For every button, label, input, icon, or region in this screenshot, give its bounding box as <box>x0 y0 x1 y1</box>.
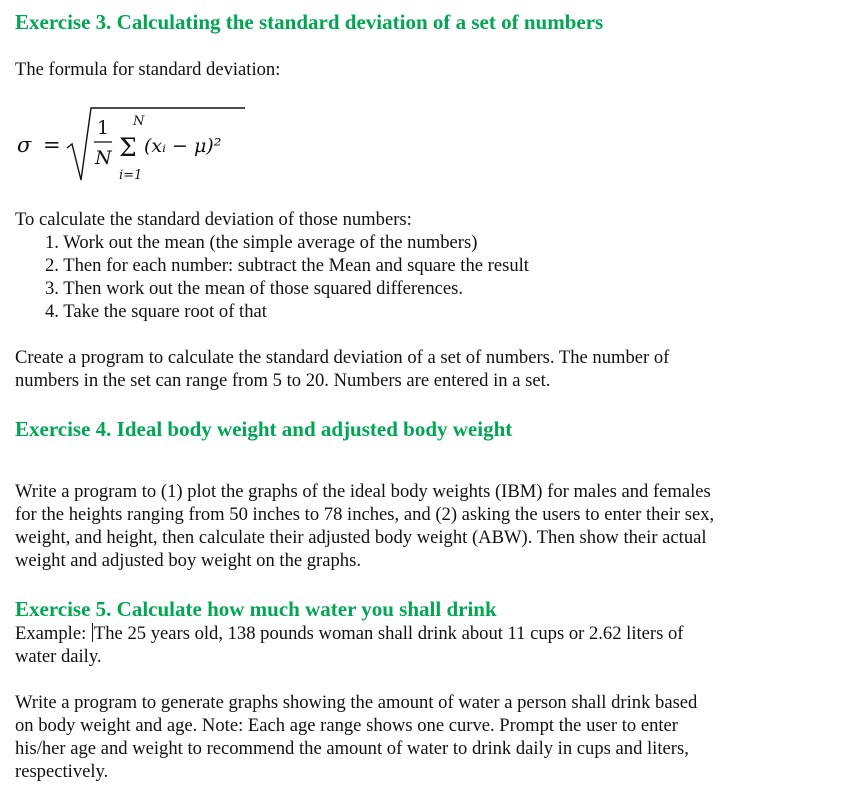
formula-denominator: N <box>95 147 112 169</box>
text-line: weight, and height, then calculate their adjusted body weight (ABW). Then show their actual <box>15 527 707 548</box>
exercise-3-task <box>15 346 805 392</box>
formula-sum: Σ <box>119 133 137 162</box>
text-cursor <box>92 623 93 642</box>
formula-sigma: σ <box>17 133 32 157</box>
formula-lower-limit: i=1 <box>119 168 143 183</box>
list-item: 3. Then work out the mean of those squared differences. <box>45 278 464 299</box>
steps-list <box>45 231 529 323</box>
text-line: his/her age and weight to recommend the amount of water to drink daily in cups and liters, <box>15 738 689 759</box>
text-line: weight and adjusted boy weight on the graphs. <box>15 550 361 571</box>
formula-upper-limit: N <box>133 114 145 129</box>
list-item: 1. Work out the mean (the simple average of the numbers) <box>45 232 478 253</box>
text-line: Create a program to calculate the standard deviation of a set of numbers. The number of <box>15 347 670 368</box>
exercise-3-heading: Exercise 3. Calculating the standard deviation of a set of numbers <box>15 10 604 34</box>
formula-term: (xᵢ − μ)² <box>144 135 222 157</box>
std-dev-formula <box>15 100 275 190</box>
text-line: Write a program to generate graphs showing the amount of water a person shall drink based <box>15 692 698 713</box>
exercise-5-task <box>15 691 805 783</box>
formula-numerator: 1 <box>97 117 110 139</box>
text-line: respectively. <box>15 761 109 782</box>
text-line: on body weight and age. Note: Each age range shows one curve. Prompt the user to enter <box>15 715 678 736</box>
exercise-5-heading: Exercise 5. Calculate how much water you shall drink <box>15 597 497 621</box>
text-line: Write a program to (1) plot the graphs of the ideal body weights (IBM) for males and females <box>15 481 711 502</box>
exercise-5-example <box>15 622 805 668</box>
text-line: numbers in the set can range from 5 to 20. Numbers are entered in a set. <box>15 370 551 391</box>
formula-intro: The formula for standard deviation: <box>15 59 281 80</box>
text-line: for the heights ranging from 50 inches to 78 inches, and (2) asking the users to enter their sex, <box>15 504 715 525</box>
list-item: 2. Then for each number: subtract the Mean and square the result <box>45 255 529 276</box>
steps-intro: To calculate the standard deviation of those numbers: <box>15 209 412 230</box>
exercise-4-task <box>15 480 805 572</box>
formula-equals: = <box>43 133 61 157</box>
text-line: The 25 years old, 138 pounds woman shall drink about 11 cups or 2.62 liters of <box>93 623 684 644</box>
list-item: 4. Take the square root of that <box>45 301 267 322</box>
exercise-4-heading: Exercise 4. Ideal body weight and adjusted body weight <box>15 417 513 441</box>
example-label: Example: <box>15 623 91 644</box>
text-line: water daily. <box>15 646 102 667</box>
